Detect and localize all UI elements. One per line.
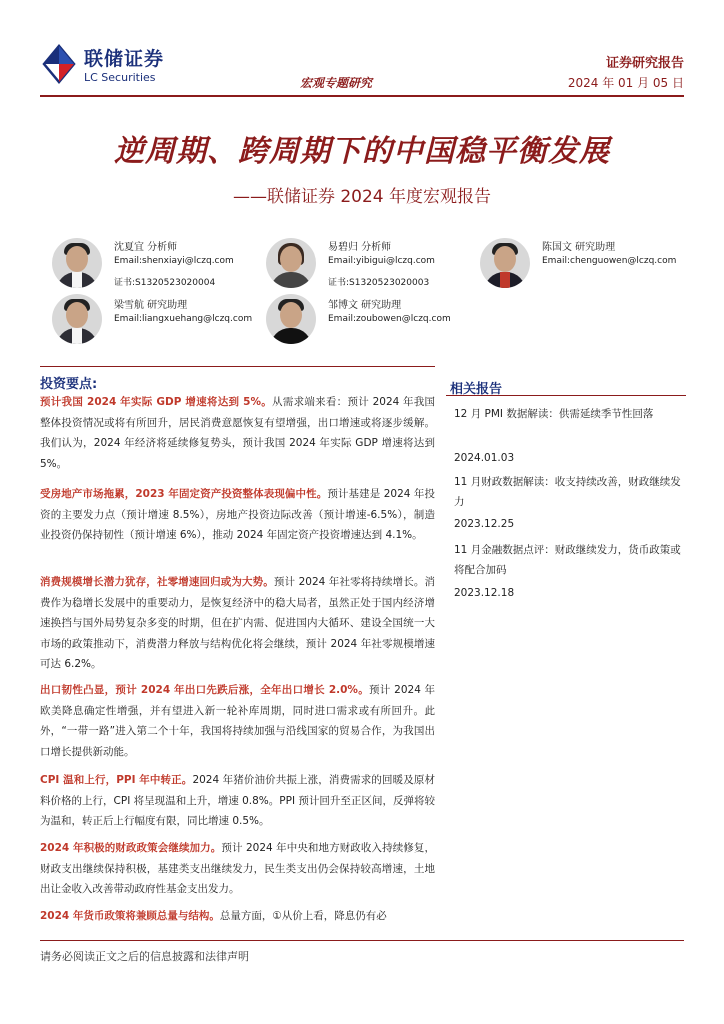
analyst-certificate: 证书:S1320523020004 — [114, 278, 216, 288]
related-report-link[interactable]: 11 月金融数据点评：财政继续发力，货币政策或将配合加码 — [454, 544, 681, 576]
related-report-date: 2023.12.18 — [454, 587, 515, 599]
analyst-email[interactable]: Email:yibigui@lczq.com — [328, 256, 435, 266]
analyst-certificate: 证书:S1320523020003 — [328, 278, 430, 288]
analyst-email[interactable]: Email:shenxiayi@lczq.com — [114, 256, 234, 266]
analyst-photo-avatar — [480, 238, 530, 288]
logo-chinese-name: 联储证券 — [84, 48, 165, 70]
analyst-email[interactable]: Email:chenguowen@lczq.com — [542, 256, 677, 266]
report-date: 2024 年 01 月 05 日 — [567, 76, 684, 90]
page-header — [0, 0, 724, 100]
analyst-photo-avatar — [52, 294, 102, 344]
key-point-paragraph: 2024 年积极的财政政策会继续加力。预计 2024 年中央和地方财政收入持续修复，财政支出继续保持积极，基建类支出继续发力，民生类支出仍会保持较高增速，土地出让金收入改善带动政府性基金支出发力。 — [40, 842, 435, 895]
logo-english-name: LC Securities — [84, 71, 156, 84]
analyst-name: 易碧归 分析师 — [328, 242, 392, 253]
logo-mark-icon — [40, 44, 78, 84]
key-point-paragraph: 受房地产市场拖累，2023 年固定资产投资整体表现偏中性。预计基建是 2024 年投资的主要发力点（预计增速 8.5%），房地产投资边际改善（预计增速-6.5%），制造业投资仍保持韧性（预计增速 6%），推动 2024 年固定资产投资增速达到 4.1%。 — [40, 488, 435, 541]
related-report-link[interactable]: 11 月财政数据解读：收支持续改善，财政继续发力 — [454, 476, 681, 508]
key-point-paragraph: 消费规模增长潜力犹存，社零增速回归或为大势。预计 2024 年社零将持续增长。消费作为稳增长发展中的重要动力，是恢复经济中的稳大局者，虽然正处于国内经济增速换挡与国外局势复杂多变的时期，但在扩内需、促进国内大循环、建设全国统一大市场的政策推动下，消费潜力释放与结构优化将会继续，预计 2024 年社零规模增速可达 6.2%。 — [40, 576, 435, 670]
research-report-label: 证券研究报告 — [605, 56, 684, 71]
related-reports-header — [446, 374, 686, 396]
related-report-link[interactable]: 12 月 PMI 数据解读：供需延续季节性回落 — [454, 408, 654, 420]
footer-divider — [40, 940, 684, 941]
analyst-email[interactable]: Email:zoubowen@lczq.com — [328, 314, 451, 324]
key-point-paragraph: 2024 年货币政策将兼顾总量与结构。总量方面，①从价上看，降息仍有必 — [40, 910, 387, 922]
key-points-header — [40, 366, 435, 390]
analyst-name: 沈夏宜 分析师 — [114, 242, 178, 253]
analyst-photo-avatar — [52, 238, 102, 288]
header-divider — [40, 95, 684, 97]
analyst-email[interactable]: Email:liangxuehang@lczq.com — [114, 314, 253, 324]
analyst-photo-avatar — [266, 238, 316, 288]
company-logo — [40, 44, 200, 94]
related-reports-heading: 相关报告 — [450, 382, 503, 397]
key-point-paragraph: 预计我国 2024 年实际 GDP 增速将达到 5%。从需求端来看：预计 2024 年我国整体投资情况或将有所回升，居民消费意愿恢复有望增强，出口增速或将逐步缓解。我们认为，2024 年经济将延续修复势头，预计我国 2024 年实际 GDP 增速将达到 5%。 — [40, 396, 435, 470]
key-point-paragraph: 出口韧性凸显，预计 2024 年出口先跌后涨，全年出口增长 2.0%。预计 2024 年欧美降息确定性增强，并有望进入新一轮补库周期，同时进口需求或有所回升。此外，“一带一路”进入第二个十年，我国将持续加强与沿线国家的贸易合作，为我国出口增长提供新动能。 — [40, 684, 435, 758]
analyst-name: 梁雪航 研究助理 — [114, 300, 188, 311]
report-subtitle: ——联储证券 2024 年度宏观报告 — [232, 187, 492, 207]
key-point-paragraph: CPI 温和上行，PPI 年中转正。2024 年猪价油价共振上涨，消费需求的回暖及原材料价格的上行，CPI 将呈现温和上升，增速 0.8%。PPI 预计回升至正区间，反弹将较为温和，转正后上行幅度有限，同比增速 0.5%。 — [40, 774, 436, 827]
related-report-date: 2024.01.03 — [454, 452, 515, 464]
analyst-name: 邹博文 研究助理 — [328, 300, 402, 311]
analyst-photo-avatar — [266, 294, 316, 344]
report-title: 逆周期、跨周期下的中国稳平衡发展 — [114, 134, 610, 169]
analyst-name: 陈国文 研究助理 — [542, 242, 616, 253]
footer-disclaimer: 请务必阅读正文之后的信息披露和法律声明 — [40, 950, 249, 963]
related-report-date: 2023.12.25 — [454, 518, 515, 530]
key-points-heading: 投资要点: — [40, 377, 98, 392]
report-type-label: 宏观专题研究 — [300, 76, 373, 90]
